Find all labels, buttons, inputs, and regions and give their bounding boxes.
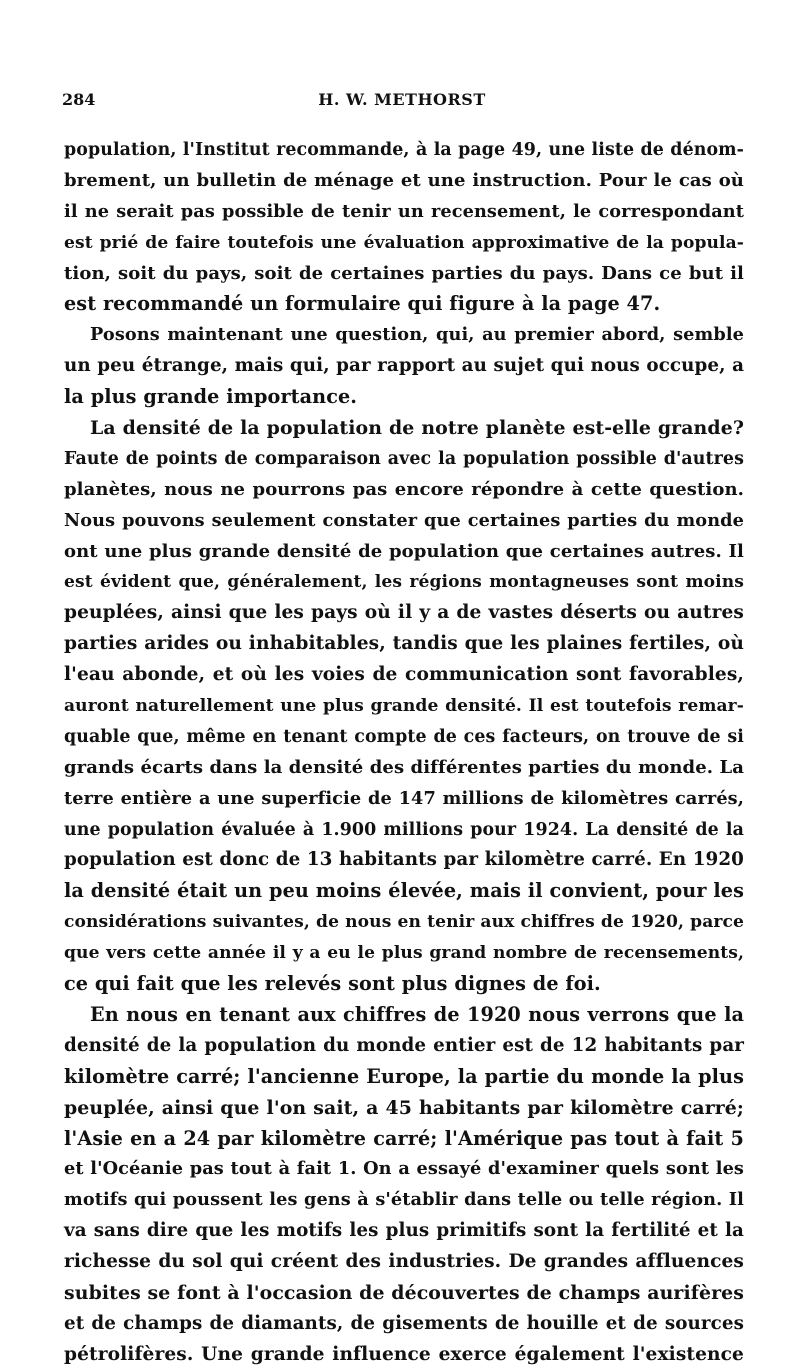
text-line: population est donc de 13 habitants par kilomètre carré. En 1920 (64, 849, 744, 871)
text-line: Faute de points de comparaison avec la population possible d'autres (64, 448, 744, 469)
text-line: Posons maintenant une question, qui, au premier abord, semble (90, 324, 744, 346)
text-line: peuplée, ainsi que l'on sait, a 45 habitants par kilomètre carré; (64, 1096, 744, 1119)
text-line: va sans dire que les motifs les plus primitifs sont la fertilité et la (64, 1220, 744, 1242)
text-line: subites se font à l'occasion de découvertes de champs aurifères (64, 1281, 744, 1304)
text-line: ce qui fait que les relevés sont plus dignes de foi. (64, 972, 601, 996)
text-line: brement, un bulletin de ménage et une instruction. Pour le cas où (64, 169, 744, 191)
text-line: la densité était un peu moins élevée, mais il convient, pour les (64, 879, 744, 903)
text-line: est évident que, généralement, les régions montagneuses sont moins (64, 572, 744, 593)
text-line: planètes, nous ne pourrons pas encore répondre à cette question. (64, 478, 744, 500)
text-line: Nous pouvons seulement constater que certaines parties du monde (64, 509, 744, 531)
text-line: tion, soit du pays, soit de certaines parties du pays. Dans ce but il (64, 262, 744, 284)
text-line: parties arides ou inhabitables, tandis que les plaines fertiles, où (64, 633, 744, 655)
text-line: est prié de faire toutefois une évaluation approximative de la popula- (64, 232, 744, 253)
text-line: densité de la population du monde entier est de 12 habitants par (64, 1034, 744, 1056)
text-line: En nous en tenant aux chiffres de 1920 nous verrons que la (90, 1002, 744, 1026)
text-line: richesse du sol qui créent des industries. De grandes affluences (64, 1251, 744, 1273)
text-line: une population évaluée à 1.900 millions pour 1924. La densité de la (64, 819, 744, 840)
text-line: motifs qui poussent les gens à s'établir dans telle ou telle région. Il (64, 1189, 744, 1211)
text-line: et de champs de diamants, de gisements de houille et de sources (64, 1312, 744, 1334)
text-line: que vers cette année il y a eu le plus grand nombre de recensements, (64, 943, 744, 964)
text-line: terre entière a une superficie de 147 millions de kilomètres carrés, (64, 787, 744, 809)
text-line: un peu étrange, mais qui, par rapport au sujet qui nous occupe, a (64, 355, 745, 377)
text-line: quable que, même en tenant compte de ces facteurs, on trouve de si (64, 726, 744, 747)
text-line: grands écarts dans la densité des différentes parties du monde. La (64, 756, 745, 778)
text-line: et l'Océanie pas tout à fait 1. On a essayé d'examiner quels sont les (64, 1158, 744, 1180)
text-line: peuplées, ainsi que les pays où il y a de vastes déserts ou autres (64, 602, 744, 624)
text-line: pétrolifères. Une grande influence exerce également l'existence (64, 1343, 744, 1365)
text-line: ont une plus grande densité de population que certaines autres. Il (64, 540, 744, 562)
text-line: population, l'Institut recommande, à la page 49, une liste de dénom- (64, 140, 744, 160)
text-line: l'eau abonde, et où les voies de communication sont favorables, (64, 664, 744, 686)
text-line: est recommandé un formulaire qui figure à la page 47. (64, 292, 661, 316)
running-head (62, 90, 742, 114)
text-line: l'Asie en a 24 par kilomètre carré; l'Amérique pas tout à fait 5 (64, 1126, 744, 1150)
page-number: 284 (62, 90, 96, 109)
body-text (64, 135, 744, 1371)
text-line: kilomètre carré; l'ancienne Europe, la partie du monde la plus (64, 1064, 744, 1088)
text-line: auront naturellement une plus grande densité. Il est toutefois remar- (64, 696, 744, 717)
author-header: H. W. METHORST (318, 90, 486, 109)
text-line: La densité de la population de notre planète est-elle grande? (90, 417, 744, 440)
text-line: considérations suivantes, de nous en tenir aux chiffres de 1920, parce (64, 912, 744, 933)
text-line: il ne serait pas possible de tenir un recensement, le correspondant (64, 200, 744, 222)
text-line: la plus grande importance. (64, 385, 358, 409)
